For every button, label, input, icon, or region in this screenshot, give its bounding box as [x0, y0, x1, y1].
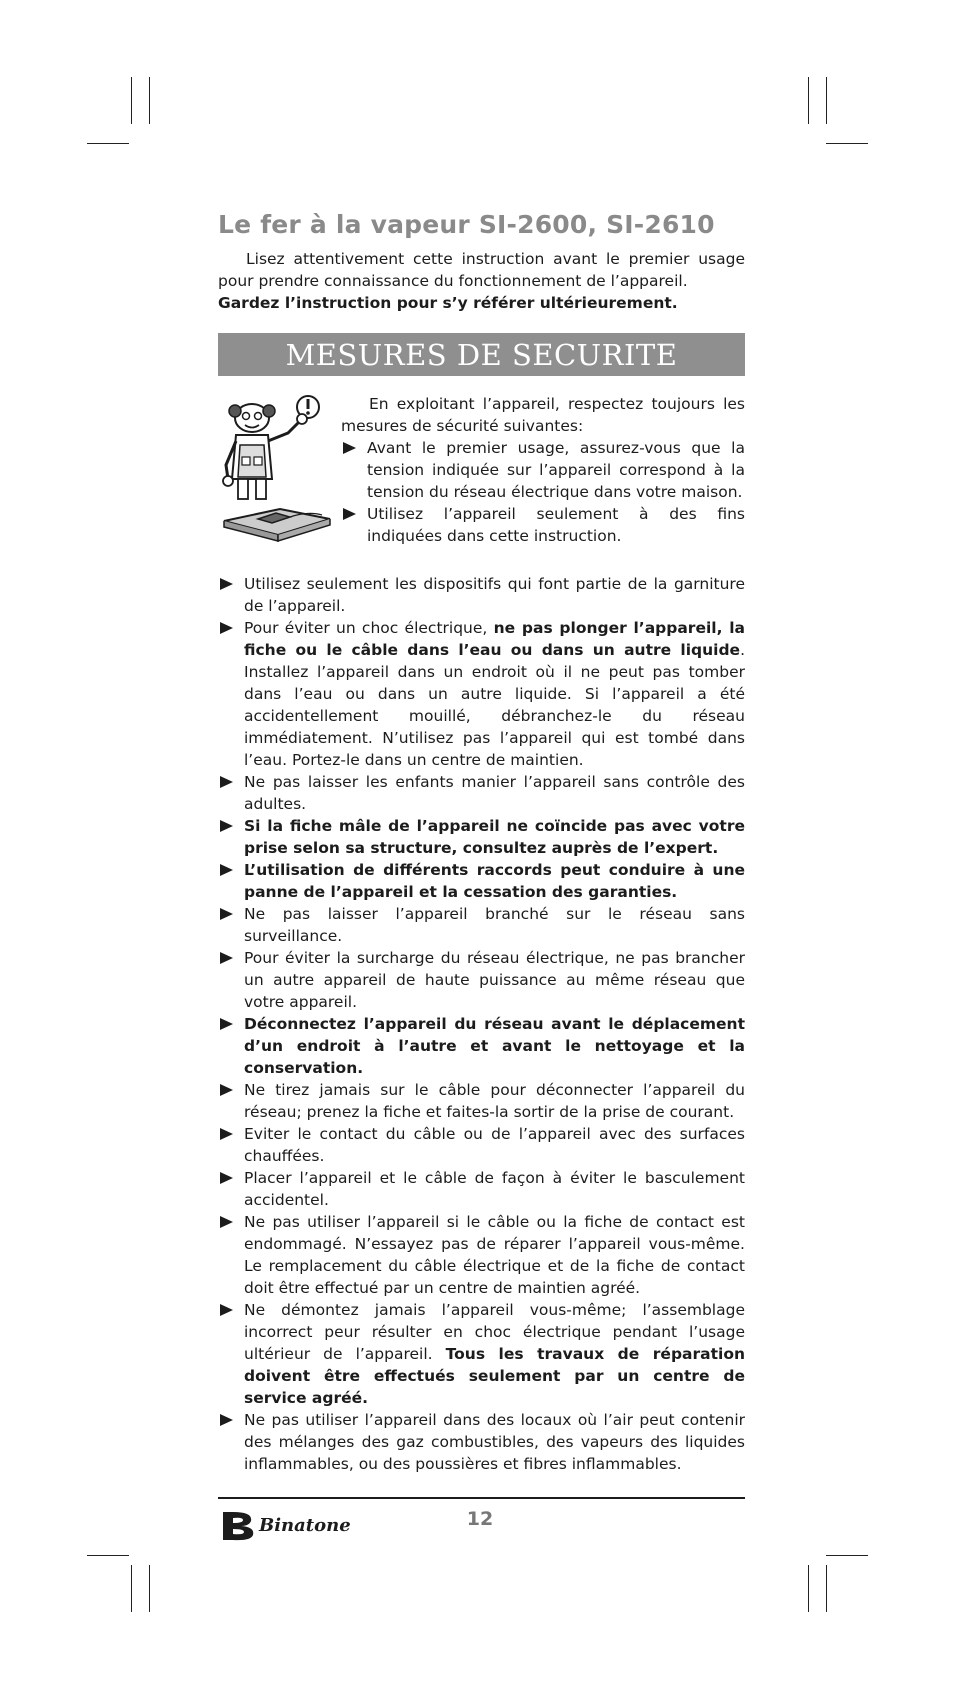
crop-mark [808, 1565, 809, 1612]
crop-mark [131, 77, 132, 124]
safety-intro-paragraph [341, 393, 745, 437]
intro-bold-note: Gardez l’instruction pour s’y référer ultérieurement. [218, 294, 678, 312]
list-item [218, 1299, 745, 1409]
list-item-bold-text: Si la fiche mâle de l’appareil ne coïncide pas avec votre prise selon sa structure, consultez auprès de l’expert. [244, 817, 745, 857]
list-item [218, 1013, 745, 1079]
warning-mascot-icon [218, 393, 333, 543]
list-item-bold-text: ne pas plonger l’appareil, la fiche ou le câble dans l’eau ou dans un autre liquide [244, 619, 745, 659]
crop-mark [87, 1555, 129, 1556]
footer-divider [218, 1497, 745, 1499]
list-item-bold-text: Déconnectez l’appareil du réseau avant le déplacement d’un endroit à l’autre et avant le nettoyage et la conservation. [244, 1015, 745, 1077]
crop-mark [87, 143, 129, 144]
brand-name: Binatone [259, 1515, 351, 1536]
triangle-bullet-icon [220, 1414, 233, 1426]
intro-paragraph [218, 248, 745, 292]
triangle-bullet-icon [220, 908, 233, 920]
triangle-bullet-icon [220, 1172, 233, 1184]
list-item-text: . Installez l’appareil dans un endroit où il ne peut pas tomber dans l’eau ou dans un autre liquide. Si l’appareil a été accidentellement mouillé, débranchez-le du réseau immédiatement. N’utilisez pas l’appareil qui est tombé dans l’eau. Portez-le dans un centre de maintien. [244, 641, 745, 769]
triangle-bullet-icon [220, 1018, 233, 1030]
crop-mark [149, 1565, 150, 1612]
list-item [218, 1167, 745, 1211]
safety-intro-sentence: En exploitant l’appareil, respectez toujours les mesures de sécurité suivantes: [341, 395, 745, 435]
list-item-text: Placer l’appareil et le câble de façon à éviter le basculement accidentel. [244, 1169, 745, 1209]
list-item-text: Pour éviter un choc électrique, [244, 619, 494, 637]
list-item-text: Avant le premier usage, assurez-vous que la tension indiquée sur l’appareil correspond à la tension du réseau électrique dans votre maison. [367, 439, 745, 501]
list-item [218, 617, 745, 771]
triangle-bullet-icon [220, 952, 233, 964]
safety-intro-text [341, 393, 745, 547]
crop-mark [826, 1565, 827, 1612]
list-item-text: Ne pas laisser l’appareil branché sur le réseau sans surveillance. [244, 905, 745, 945]
list-item [218, 573, 745, 617]
list-item [218, 947, 745, 1013]
list-item [218, 1211, 745, 1299]
safety-bullet-list [218, 573, 745, 1475]
list-item-text: Ne démontez jamais l’appareil vous-même; l’assemblage incorrect peur résulter en choc électrique pendant l’usage ultérieur de l’appareil. [244, 1301, 745, 1363]
list-item [218, 1123, 745, 1167]
list-item-text: Utilisez l’appareil seulement à des fins indiquées dans cette instruction. [367, 505, 745, 545]
list-item-bold-text: Tous les travaux de réparation doivent être effectués seulement par un centre de service agréé. [244, 1345, 746, 1407]
crop-mark [149, 77, 150, 124]
crop-mark [808, 77, 809, 124]
triangle-bullet-icon [220, 1216, 233, 1228]
triangle-bullet-icon [220, 1304, 233, 1316]
crop-mark [131, 1565, 132, 1612]
triangle-bullet-icon [343, 442, 356, 454]
triangle-bullet-icon [220, 1084, 233, 1096]
crop-mark [826, 1555, 868, 1556]
list-item [218, 903, 745, 947]
page-content [218, 210, 745, 1475]
crop-mark [826, 77, 827, 124]
triangle-bullet-icon [220, 1128, 233, 1140]
list-item-text: Eviter le contact du câble ou de l’appareil avec des surfaces chauffées. [244, 1125, 745, 1165]
triangle-bullet-icon [220, 578, 233, 590]
binatone-logo-icon [219, 1508, 257, 1544]
triangle-bullet-icon [343, 508, 356, 520]
top-bullet-list [341, 437, 745, 547]
list-item-text: Pour éviter la surcharge du réseau électrique, ne pas brancher un autre appareil de haute puissance au même réseau que votre appareil. [244, 949, 745, 1011]
list-item [218, 859, 745, 903]
list-item [218, 815, 745, 859]
list-item-text: Utilisez seulement les dispositifs qui font partie de la garniture de l’appareil. [244, 575, 745, 615]
triangle-bullet-icon [220, 820, 233, 832]
list-item [341, 503, 745, 547]
list-item-text: Ne pas utiliser l’appareil si le câble ou la fiche de contact est endommagé. N’essayez pas de réparer l’appareil vous-même. Le remplacement du câble électrique et de la fiche de contact doit être effectué par un centre de maintien agréé. [244, 1213, 745, 1297]
list-item-text: Ne pas utiliser l’appareil dans des locaux où l’air peut contenir des mélanges des gaz combustibles, des vapeurs des liquides inflammables, ou des poussières et fibres inflammables. [244, 1411, 745, 1473]
triangle-bullet-icon [220, 622, 233, 634]
page-number: 12 [466, 1508, 494, 1530]
list-item-bold-text: L’utilisation de différents raccords peut conduire à une panne de l’appareil et la cessation des garanties. [244, 861, 745, 901]
list-item-text: Ne tirez jamais sur le câble pour déconnecter l’appareil du réseau; prenez la fiche et faites-la sortir de la prise de courant. [244, 1081, 745, 1121]
intro-text: Lisez attentivement cette instruction avant le premier usage pour prendre connaissance du fonctionnement de l’appareil. [218, 250, 745, 290]
triangle-bullet-icon [220, 776, 233, 788]
list-item-text: Ne pas laisser les enfants manier l’appareil sans contrôle des adultes. [244, 773, 745, 813]
list-item [218, 771, 745, 815]
triangle-bullet-icon [220, 864, 233, 876]
crop-mark [826, 143, 868, 144]
list-item [218, 1079, 745, 1123]
safety-intro-block [218, 393, 745, 573]
list-item [218, 1409, 745, 1475]
brand-logo [219, 1508, 379, 1544]
section-heading: MESURES DE SECURITE [218, 333, 745, 376]
list-item [341, 437, 745, 503]
page-title: Le fer à la vapeur SI-2600, SI-2610 [218, 210, 715, 239]
